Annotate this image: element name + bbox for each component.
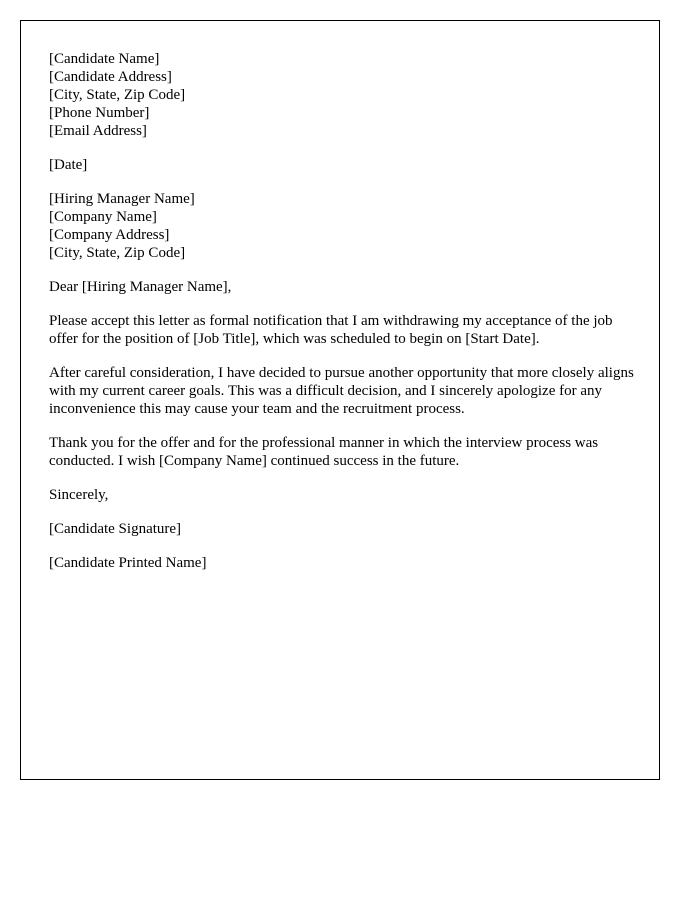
recipient-address: [Company Address] [49,227,170,243]
sender-phone: [Phone Number] [49,105,150,121]
signature: [Candidate Signature] [49,521,182,537]
recipient-company: [Company Name] [49,209,157,225]
sender-address: [Candidate Address] [49,69,172,85]
body-paragraph-3: Thank you for the offer and for the professional manner in which the interview process was conducted. I wish [Company Name] continued success in the future. [49,435,599,469]
sender-name: [Candidate Name] [49,51,160,67]
letter-date: [Date] [49,157,88,173]
closing: Sincerely, [49,487,109,503]
body-paragraph-2: After careful consideration, I have decided to pursue another opportunity that more closely aligns with my current career goals. This was a difficult decision, and I sincerely apologize for any inconvenience this may cause your team and the recruitment process. [49,365,634,417]
salutation-block [49,278,639,296]
sender-block [49,50,639,140]
sender-email: [Email Address] [49,123,147,139]
recipient-city-state-zip: [City, State, Zip Code] [49,245,186,261]
recipient-name: [Hiring Manager Name] [49,191,195,207]
body-paragraph-1: Please accept this letter as formal notification that I am withdrawing my acceptance of the job offer for the position of [Job Title], which was scheduled to begin on [Start Date]. [49,313,613,347]
printed-name-block [49,554,639,572]
closing-block [49,486,639,504]
salutation: Dear [Hiring Manager Name], [49,279,232,295]
signature-block [49,520,639,538]
printed-name: [Candidate Printed Name] [49,555,207,571]
recipient-block [49,190,639,262]
letter-page [20,20,660,780]
letter-content [49,50,639,588]
sender-city-state-zip: [City, State, Zip Code] [49,87,186,103]
date-block [49,156,639,174]
